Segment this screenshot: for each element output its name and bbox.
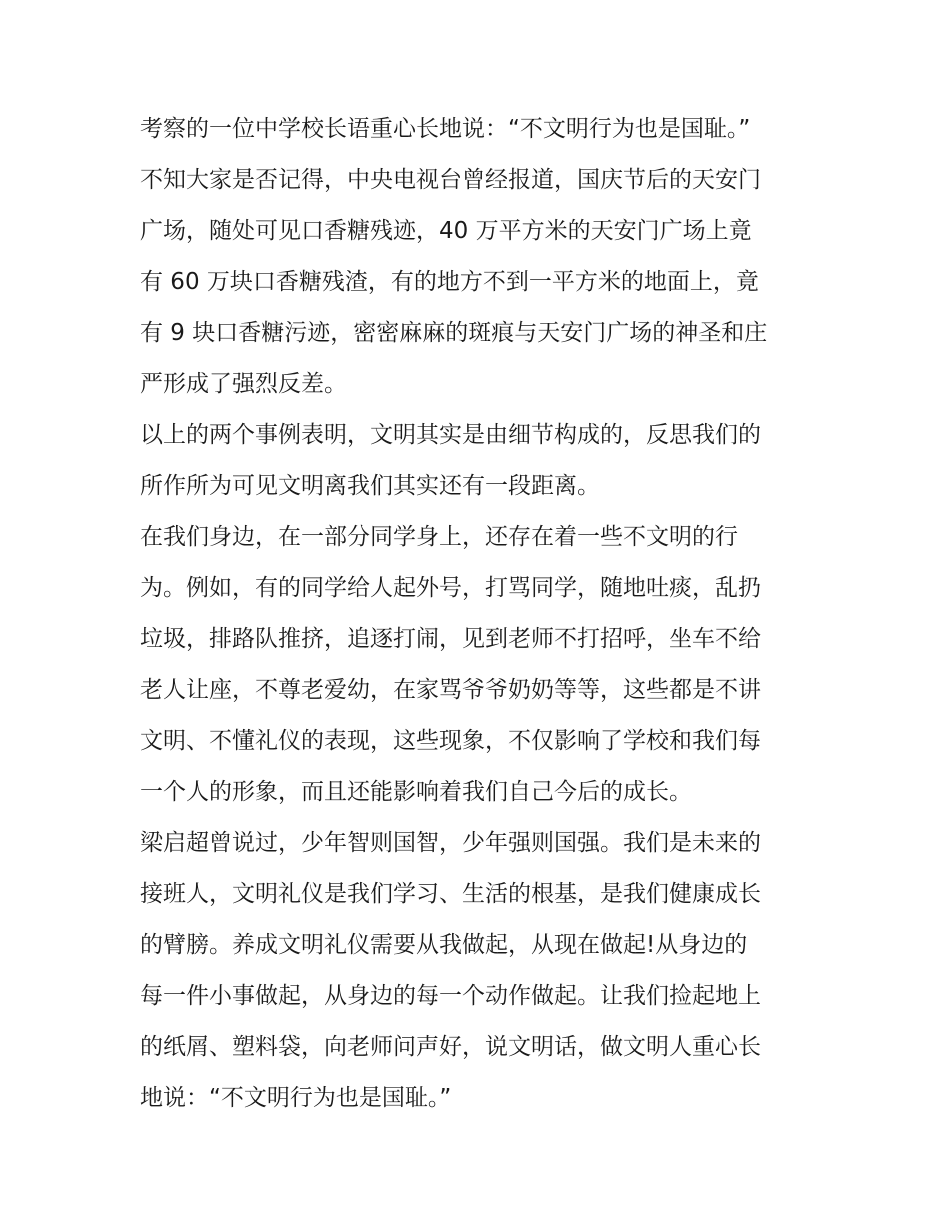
text-line: 以上的两个事例表明，文明其实是由细节构成的，反思我们的 bbox=[140, 422, 761, 448]
text-line: 广场，随处可见口香糖残迹，40 万平方米的天安门广场上竟 bbox=[140, 218, 752, 244]
text-line: 地说：“不文明行为也是国耻。” bbox=[140, 1085, 452, 1111]
paragraph-quote-principal bbox=[140, 104, 815, 155]
text-line: 在我们身边，在一部分同学身上，还存在着一些不文明的行 bbox=[140, 524, 738, 550]
text-line: 梁启超曾说过，少年智则国智，少年强则国强。我们是未来的 bbox=[140, 830, 761, 856]
text-line: 不知大家是否记得，中央电视台曾经报道，国庆节后的天安门 bbox=[140, 167, 761, 193]
paragraph-examples-conclusion bbox=[140, 410, 815, 512]
text-line: 文明、不懂礼仪的表现，这些现象，不仅影响了学校和我们每 bbox=[140, 728, 761, 754]
text-line: 每一件小事做起，从身边的每一个动作做起。让我们捡起地上 bbox=[140, 983, 761, 1009]
paragraph-uncivil-behaviors bbox=[140, 512, 815, 818]
text-line: 有 9 块口香糖污迹，密密麻麻的斑痕与天安门广场的神圣和庄 bbox=[140, 320, 768, 346]
document-body bbox=[140, 104, 815, 1124]
text-line: 接班人，文明礼仪是我们学习、生活的根基，是我们健康成长 bbox=[140, 881, 761, 907]
text-line: 的纸屑、塑料袋，向老师问声好，说文明话，做文明人重心长 bbox=[140, 1034, 761, 1060]
text-line: 老人让座，不尊老爱幼，在家骂爷爷奶奶等等，这些都是不讲 bbox=[140, 677, 761, 703]
text-line: 所作所为可见文明离我们其实还有一段距离。 bbox=[140, 473, 600, 499]
text-line: 为。例如，有的同学给人起外号，打骂同学，随地吐痰，乱扔 bbox=[140, 575, 761, 601]
paragraph-liang-qichao bbox=[140, 818, 815, 1124]
text-line: 的臂膀。养成文明礼仪需要从我做起，从现在做起!从身边的 bbox=[140, 932, 748, 958]
text-line: 考察的一位中学校长语重心长地说：“不文明行为也是国耻。” bbox=[140, 116, 751, 142]
text-line: 一个人的形象，而且还能影响着我们自己今后的成长。 bbox=[140, 779, 692, 805]
text-line: 有 60 万块口香糖残渣，有的地方不到一平方米的地面上，竟 bbox=[140, 269, 759, 295]
paragraph-chewing-gum bbox=[140, 155, 815, 410]
text-line: 垃圾，排路队推挤，追逐打闹，见到老师不打招呼，坐车不给 bbox=[140, 626, 761, 652]
text-line: 严形成了强烈反差。 bbox=[140, 371, 347, 397]
